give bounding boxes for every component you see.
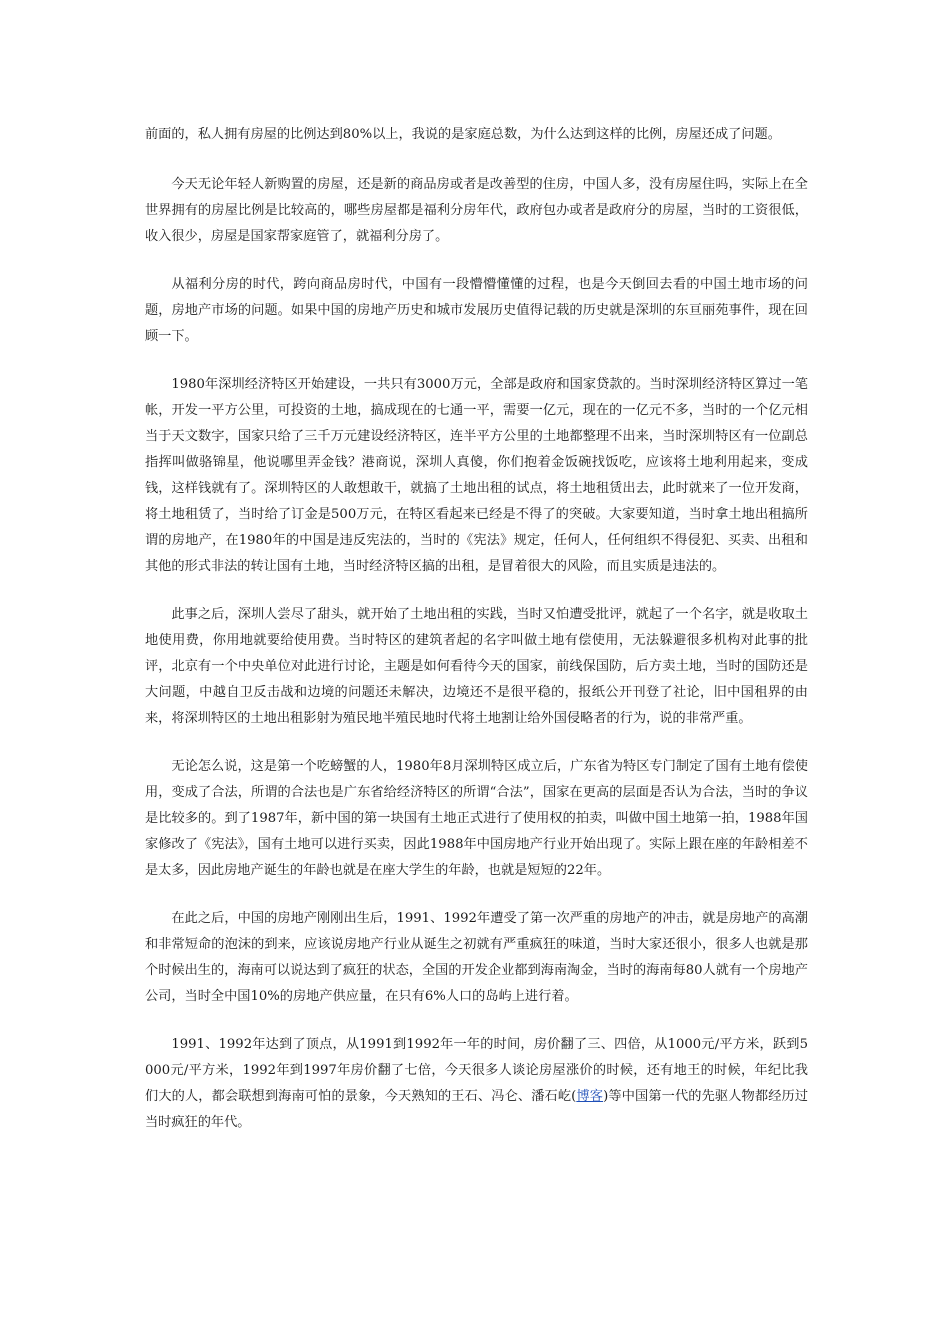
paragraph-5: 此事之后，深圳人尝尽了甜头，就开始了土地出租的实践，当时又怕遭受批评，就起了一个名字，就是收取土地使用费，你用地就要给使用费。当时特区的建筑者起的名字叫做土地有偿使用，无法躲避很多机构对此事的批评，北京有一个中央单位对此进行讨论，主题是如何看待今天的国家，前线保国防，后方卖土地，当时的国防还是大问题，中越自卫反击战和边境的问题还未解决，边境还不是很平稳的，报纸公开刊登了社论，旧中国租界的由来，将深圳特区的土地出租影射为殖民地半殖民地时代将土地割让给外国侵略者的行为，说的非常严重。 [145, 607, 808, 726]
paragraph-8-text-before: 1991、1992年达到了顶点，从1991到1992年一年的时间，房价翻了三、四倍，从1000元/平方米，跃到5000元/平方米，1992年到1997年房价翻了七倍，今天很多人谈论房屋涨价的时候，还有地王的时候，年纪比我们大的人，都会联想到海南可怕的景象，今天熟知的王石、冯仑、潘石屹 [145, 1037, 808, 1104]
paragraph-6: 无论怎么说，这是第一个吃螃蟹的人，1980年8月深圳特区成立后，广东省为特区专门制定了国有土地有偿使用，变成了合法，所谓的合法也是广东省给经济特区的所谓“合法”，国家在更高的层面是否认为合法，当时的争议是比较多的。到了1987年，新中国的第一块国有土地正式进行了使用权的拍卖，叫做中国土地第一拍，1988年国家修改了《宪法》，国有土地可以进行买卖，因此1988年中国房地产行业开始出现了。实际上跟在座的年龄相差不是太多，因此房地产诞生的年龄也就是在座大学生的年龄，也就是短短的22年。 [145, 759, 808, 878]
paragraph-7: 在此之后，中国的房地产刚刚出生后，1991、1992年遭受了第一次严重的房地产的冲击，就是房地产的高潮和非常短命的泡沫的到来，应该说房地产行业从诞生之初就有严重疯狂的味道，当时大家还很小，很多人也就是那个时候出生的，海南可以说达到了疯狂的状态，全国的开发企业都到海南淘金，当时的海南每80人就有一个房地产公司，当时全中国10%的房地产供应量，在只有6%人口的岛屿上进行着。 [145, 911, 808, 1004]
paragraph-1: 前面的，私人拥有房屋的比例达到80%以上，我说的是家庭总数，为什么达到这样的比例，房屋还成了问题。 [145, 127, 781, 142]
paragraph-8-text-after: 等中国第一代的先驱人物都经历过当时疯狂的年代。 [145, 1089, 809, 1130]
paragraph-3: 从福利分房的时代，跨向商品房时代，中国有一段懵懵懂懂的过程，也是今天倒回去看的中国土地市场的问题，房地产市场的问题。如果中国的房地产历史和城市发展历史值得记载的历史就是深圳的东亘丽苑事件，现在回顾一下。 [145, 277, 808, 344]
paragraph-8: 1991、1992年达到了顶点，从1991到1992年一年的时间，房价翻了三、四倍，从1000元/平方米，跃到5000元/平方米，1992年到1997年房价翻了七倍，今天很多人谈论房屋涨价的时候，还有地王的时候，年纪比我们大的人，都会联想到海南可怕的景象，今天熟知的王石、冯仑、潘石屹(博客)等中国第一代的先驱人物都经历过当时疯狂的年代。 [145, 1037, 809, 1130]
paragraph-2: 今天无论年轻人新购置的房屋，还是新的商品房或者是改善型的住房，中国人多，没有房屋住吗，实际上在全世界拥有的房屋比例是比较高的，哪些房屋都是福利分房年代，政府包办或者是政府分的房屋，当时的工资很低，收入很少，房屋是国家帮家庭管了，就福利分房了。 [145, 177, 808, 244]
blog-link[interactable]: 博客 [576, 1089, 604, 1104]
document-page [145, 122, 808, 1158]
paragraph-4: 1980年深圳经济特区开始建设，一共只有3000万元，全部是政府和国家贷款的。当时深圳经济特区算过一笔帐，开发一平方公里，可投资的土地，搞成现在的七通一平，需要一亿元，现在的一亿元不多，当时的一个亿元相当于天文数字，国家只给了三千万元建设经济特区，连半平方公里的土地都整理不出来，当时深圳特区有一位副总指挥叫做骆锦星，他说哪里弄金钱？港商说，深圳人真傻，你们抱着金饭碗找饭吃，应该将土地利用起来，变成钱，这样钱就有了。深圳特区的人敢想敢干，就搞了土地出租的试点，将土地租赁出去，此时就来了一位开发商，将土地租赁了，当时给了订金是500万元，在特区看起来已经是不得了的突破。大家要知道，当时拿土地出租搞所谓的房地产，在1980年的中国是违反宪法的，当时的《宪法》规定，任何人，任何组织不得侵犯、买卖、出租和其他的形式非法的转让国有土地，当时经济特区搞的出租，是冒着很大的风险，而且实质是违法的。 [145, 377, 808, 574]
